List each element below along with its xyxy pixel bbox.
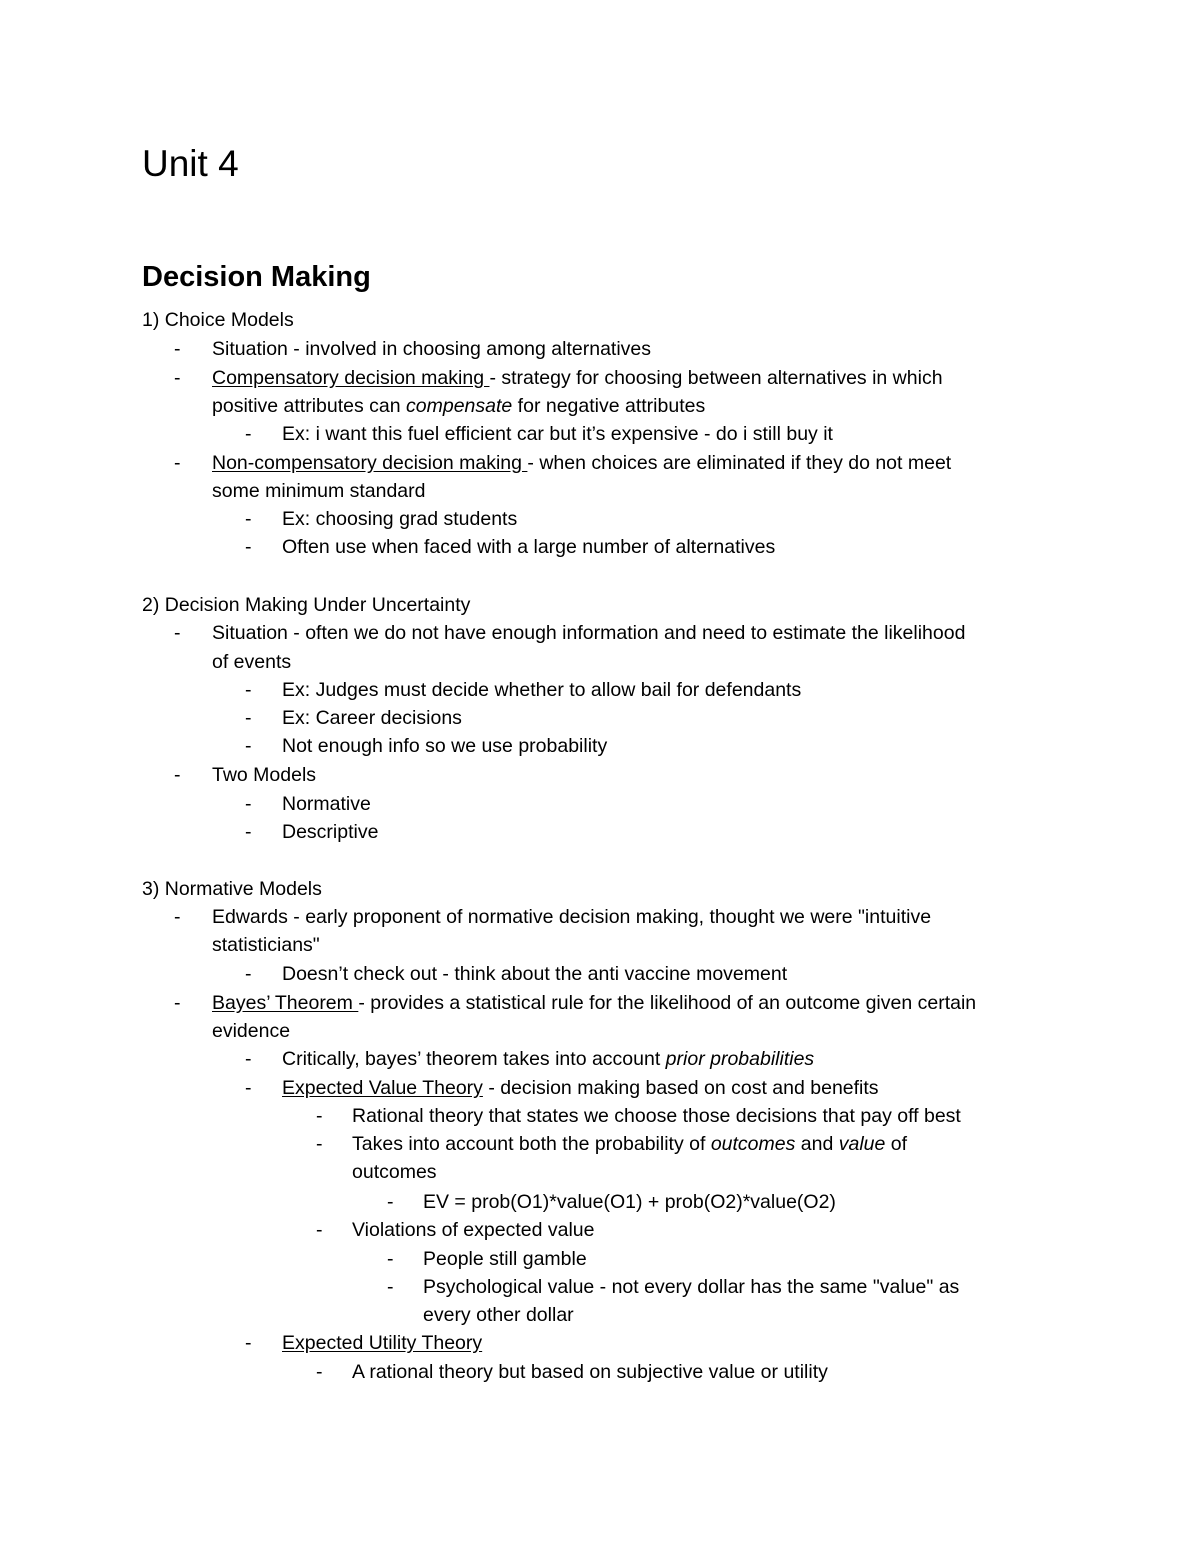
- bullet-dash: -: [245, 963, 252, 985]
- term-underlined: Expected Value Theory: [282, 1077, 483, 1099]
- bullet-dash: -: [387, 1276, 394, 1298]
- bullet-item: [282, 420, 833, 448]
- line-text: 3) Normative Models: [142, 878, 322, 900]
- line-text: 1) Choice Models: [142, 309, 294, 331]
- line-text: Two Models: [212, 764, 317, 786]
- line-text: every other dollar: [423, 1304, 574, 1326]
- line-text: - provides a statistical rule for the likelihood of an outcome given certain: [358, 992, 977, 1014]
- bullet-dash: -: [245, 1077, 252, 1099]
- bullet-dash: -: [245, 1332, 252, 1354]
- bullet-dash: -: [316, 1133, 323, 1155]
- bullet-dash: -: [245, 536, 252, 558]
- line-text: Situation - involved in choosing among alternatives: [212, 338, 652, 360]
- emphasis-text: prior probabilities: [665, 1048, 815, 1070]
- line-text: some minimum standard: [212, 480, 426, 502]
- bullet-dash: -: [245, 508, 252, 530]
- line-text: evidence: [212, 1020, 291, 1042]
- bullet-item: [212, 477, 426, 505]
- bullet-item: [282, 818, 378, 846]
- bullet-item: [212, 648, 291, 676]
- line-text: Often use when faced with a large number of alternatives: [282, 536, 776, 558]
- bullet-item: [212, 335, 651, 363]
- bullet-dash: -: [174, 622, 181, 644]
- line-text: - when choices are eliminated if they do not meet: [527, 452, 952, 474]
- bullet-item: [282, 1045, 814, 1073]
- bullet-dash: -: [387, 1191, 394, 1213]
- line-text: Ex: Career decisions: [282, 707, 462, 729]
- bullet-dash: -: [245, 423, 252, 445]
- bullet-dash: -: [245, 1048, 252, 1070]
- bullet-item: [212, 392, 705, 420]
- bullet-dash: -: [387, 1248, 394, 1270]
- bullet-dash: -: [245, 679, 252, 701]
- line-text: for negative attributes: [512, 395, 706, 417]
- bullet-item: [352, 1130, 907, 1158]
- bullet-item: [282, 533, 775, 561]
- line-text: Normative: [282, 793, 371, 815]
- section-heading: Decision Making: [142, 261, 371, 293]
- term-underlined: Bayes’ Theorem: [212, 992, 359, 1014]
- line-text: Rational theory that states we choose those decisions that pay off best: [352, 1105, 961, 1127]
- bullet-item: [352, 1358, 828, 1386]
- bullet-item: [282, 732, 607, 760]
- line-text: Descriptive: [282, 821, 379, 843]
- bullet-dash: -: [316, 1105, 323, 1127]
- bullet-dash: -: [316, 1219, 323, 1241]
- line-text: People still gamble: [423, 1248, 587, 1270]
- line-text: EV = prob(O1)*value(O1) + prob(O2)*value(O2): [423, 1191, 836, 1213]
- bullet-item: [212, 364, 943, 392]
- bullet-dash: -: [245, 793, 252, 815]
- bullet-item: [423, 1273, 959, 1301]
- line-text: statisticians": [212, 934, 320, 956]
- emphasis-text: compensate: [406, 395, 513, 417]
- line-text: - decision making based on cost and benefits: [482, 1077, 879, 1099]
- bullet-dash: -: [245, 821, 252, 843]
- term-underlined: Non-compensatory decision making: [212, 452, 528, 474]
- bullet-item: [423, 1188, 836, 1216]
- line-text: Ex: choosing grad students: [282, 508, 518, 530]
- bullet-dash: -: [316, 1361, 323, 1383]
- bullet-item: [212, 989, 976, 1017]
- section-item: [142, 591, 470, 619]
- bullet-dash: -: [245, 735, 252, 757]
- bullet-item: [212, 1017, 290, 1045]
- line-text: Doesn’t check out - think about the anti vaccine movement: [282, 963, 788, 985]
- bullet-dash: -: [174, 338, 181, 360]
- bullet-item: [282, 505, 517, 533]
- bullet-item: [212, 449, 951, 477]
- line-text: of: [885, 1133, 908, 1155]
- term-underlined: Expected Utility Theory: [282, 1332, 483, 1354]
- bullet-item: [212, 931, 320, 959]
- emphasis-text: value: [838, 1133, 886, 1155]
- line-text: Ex: Judges must decide whether to allow bail for defendants: [282, 679, 802, 701]
- bullet-item: [282, 960, 787, 988]
- bullet-item: [282, 790, 371, 818]
- bullet-item: [352, 1216, 594, 1244]
- line-text: of events: [212, 651, 292, 673]
- bullet-dash: -: [245, 707, 252, 729]
- page-title: Unit 4: [142, 143, 239, 184]
- bullet-item: [352, 1102, 961, 1130]
- section-item: [142, 875, 322, 903]
- line-text: and: [795, 1133, 839, 1155]
- line-text: Not enough info so we use probability: [282, 735, 608, 757]
- line-text: - strategy for choosing between alternatives in which: [489, 367, 943, 389]
- bullet-item: [352, 1158, 437, 1186]
- bullet-dash: -: [174, 452, 181, 474]
- bullet-item: [212, 619, 965, 647]
- bullet-dash: -: [174, 764, 181, 786]
- bullet-dash: -: [174, 367, 181, 389]
- bullet-item: [212, 761, 316, 789]
- term-underlined: Compensatory decision making: [212, 367, 490, 389]
- bullet-item: [282, 676, 801, 704]
- line-text: outcomes: [352, 1161, 437, 1183]
- section-item: [142, 306, 294, 334]
- line-text: Takes into account both the probability of: [352, 1133, 711, 1155]
- bullet-item: [282, 704, 462, 732]
- line-text: positive attributes can: [212, 395, 407, 417]
- bullet-item: [282, 1329, 482, 1357]
- line-text: Ex: i want this fuel efficient car but it’s expensive - do i still buy it: [282, 423, 833, 445]
- line-text: Psychological value - not every dollar has the same "value" as: [423, 1276, 960, 1298]
- line-text: Critically, bayes’ theorem takes into account: [282, 1048, 666, 1070]
- bullet-item: [282, 1074, 879, 1102]
- line-text: A rational theory but based on subjective value or utility: [352, 1361, 828, 1383]
- line-text: Situation - often we do not have enough information and need to estimate the likelihood: [212, 622, 966, 644]
- line-text: 2) Decision Making Under Uncertainty: [142, 594, 471, 616]
- bullet-item: [423, 1301, 574, 1329]
- line-text: Edwards - early proponent of normative decision making, thought we were "intuitive: [212, 906, 932, 928]
- bullet-dash: -: [174, 992, 181, 1014]
- bullet-dash: -: [174, 906, 181, 928]
- bullet-item: [423, 1245, 587, 1273]
- bullet-item: [212, 903, 931, 931]
- emphasis-text: outcomes: [710, 1133, 796, 1155]
- line-text: Violations of expected value: [352, 1219, 595, 1241]
